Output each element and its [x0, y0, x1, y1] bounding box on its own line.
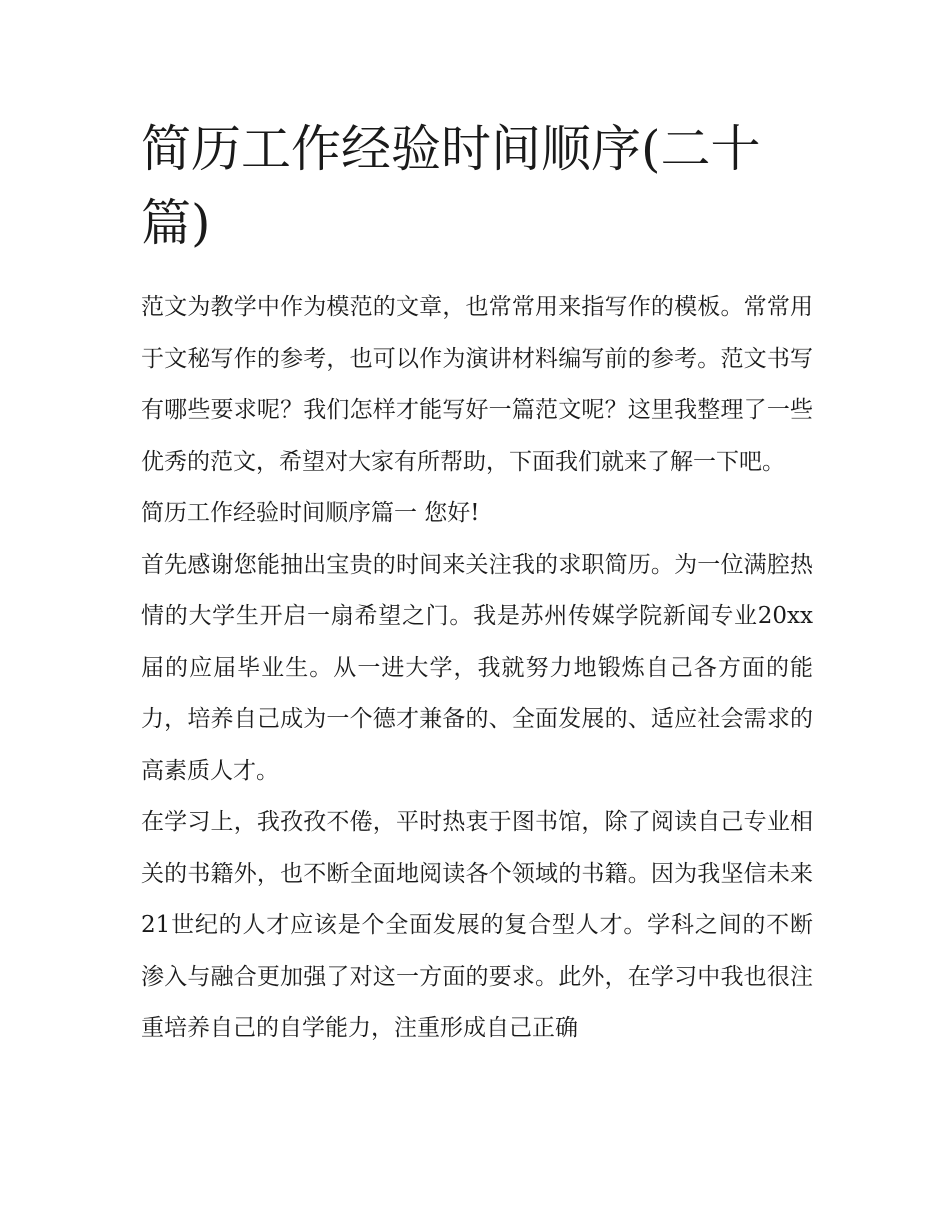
document-page [141, 112, 813, 1055]
paragraph-intro: 范文为教学中作为模范的文章，也常常用来指写作的模板。常常用于文秘写作的参考，也可以作为演讲材料编写前的参考。范文书写有哪些要求呢？我们怎样才能写好一篇范文呢？这里我整理了一些优秀的范文，希望对大家有所帮助，下面我们就来了解一下吧。 [141, 294, 813, 475]
paragraph-section-heading: 简历工作经验时间顺序篇一 您好! [141, 500, 480, 526]
paragraph-self-intro: 首先感谢您能抽出宝贵的时间来关注我的求职简历。为一位满腔热情的大学生开启一扇希望之门。我是苏州传媒学院新闻专业20xx届的应届毕业生。从一进大学，我就努力地锻炼自己各方面的能力，培养自己成为一个德才兼备的、全面发展的、适应社会需求的高素质人才。 [141, 551, 813, 784]
document-title: 简历工作经验时间顺序(二十篇) [141, 120, 761, 252]
paragraph-study: 在学习上，我孜孜不倦，平时热衷于图书馆，除了阅读自己专业相关的书籍外，也不断全面地阅读各个领域的书籍。因为我坚信未来21世纪的人才应该是个全面发展的复合型人才。学科之间的不断渗入与融合更加强了对这一方面的要求。此外，在学习中我也很注重培养自己的自学能力，注重形成自己正确 [141, 809, 813, 1041]
